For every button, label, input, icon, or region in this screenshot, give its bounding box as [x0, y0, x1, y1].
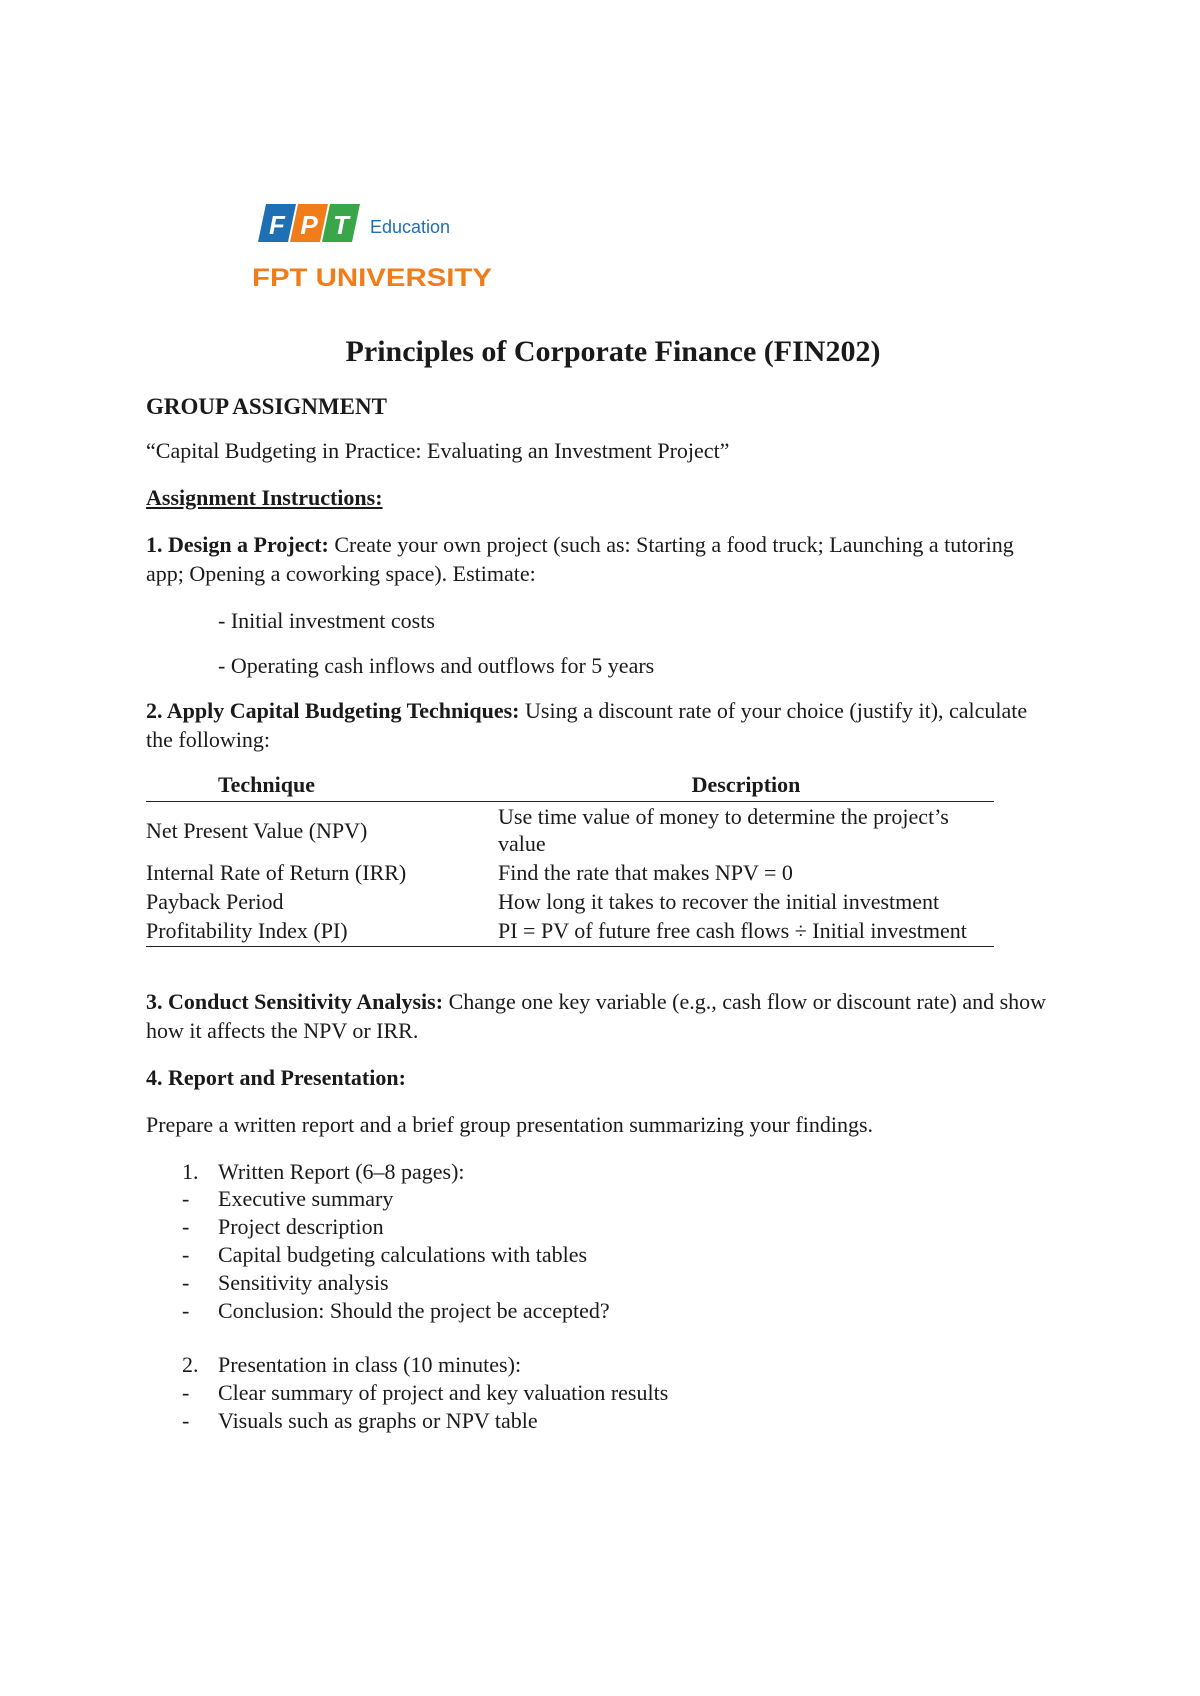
fpt-education-logo — [252, 198, 512, 298]
fpt-letter-blocks — [258, 204, 360, 242]
techniques-table — [146, 768, 994, 947]
step-1-item: - Initial investment costs — [218, 608, 435, 634]
logo-letter-f: F — [269, 210, 285, 240]
list-item — [146, 1407, 1056, 1435]
logo-letter-t: T — [333, 210, 349, 240]
list-item-text: Sensitivity analysis — [218, 1270, 389, 1296]
list-item-text: Written Report (6–8 pages): — [218, 1158, 465, 1184]
step-2-lead: 2. Apply Capital Budgeting Techniques: — [146, 698, 520, 724]
table-cell-description: Find the rate that makes NPV = 0 — [498, 859, 793, 885]
list-item-text: Executive summary — [218, 1186, 394, 1212]
list-item-text: Project description — [218, 1214, 384, 1240]
instructions-heading-text: Assignment Instructions: — [146, 484, 383, 510]
table-row — [146, 858, 994, 887]
list-marker: - — [182, 1186, 190, 1212]
step-4-heading — [146, 1063, 1056, 1092]
table-cell-technique: Internal Rate of Return (IRR) — [146, 859, 407, 885]
list-marker: - — [182, 1298, 190, 1324]
step-1-text: Create your own project (such as: Starting a food truck; Launching a tutoring app; Opening a coworking space). Estimate: — [146, 532, 1014, 587]
list-marker: - — [182, 1408, 190, 1433]
list-item-text: Capital budgeting calculations with tables — [218, 1242, 588, 1268]
step-2-paragraph — [146, 696, 1056, 754]
table-row — [146, 802, 994, 858]
fpt-logo-graphic — [252, 198, 512, 298]
list-item-text: Visuals such as graphs or NPV table — [218, 1408, 538, 1433]
list-marker: - — [182, 1270, 190, 1296]
step-4-text: Prepare a written report and a brief group presentation summarizing your findings. — [146, 1112, 873, 1138]
list-item — [146, 1351, 1056, 1379]
step-3-text: Change one key variable (e.g., cash flow or discount rate) and show how it affects the NPV or IRR. — [146, 989, 1047, 1044]
table-header-technique: Technique — [146, 768, 498, 802]
table-cell-technique: Payback Period — [146, 888, 284, 914]
logo-university-text: FPT UNIVERSITY — [252, 264, 493, 292]
step-2-text: Using a discount rate of your choice (justify it), calculate the following: — [146, 698, 1028, 753]
list-marker: - — [182, 1380, 190, 1406]
logo-education-text: Education — [370, 217, 451, 237]
step-1-lead: 1. Design a Project: — [146, 532, 329, 558]
list-item — [146, 1241, 1056, 1269]
step-3-lead: 3. Conduct Sensitivity Analysis: — [146, 989, 444, 1015]
instructions-heading — [146, 483, 1056, 512]
table-cell-description: How long it takes to recover the initial investment — [498, 888, 940, 914]
step-3-paragraph — [146, 987, 1056, 1045]
logo-letter-p: P — [300, 210, 318, 240]
list-item — [146, 1379, 1056, 1407]
document-body — [146, 332, 1056, 1435]
table-row — [146, 887, 994, 916]
table-row — [146, 916, 994, 947]
list-marker: - — [182, 1242, 190, 1268]
table-cell-description: PI = PV of future free cash flows ÷ Initial investment — [498, 916, 994, 947]
group-assignment-heading: GROUP ASSIGNMENT — [146, 393, 387, 419]
list-item-text: Conclusion: Should the project be accepted? — [218, 1298, 610, 1324]
page-title: Principles of Corporate Finance (FIN202) — [345, 335, 881, 368]
list-marker: 1. — [182, 1158, 199, 1184]
list-item — [146, 1297, 1056, 1325]
list-item-text: Presentation in class (10 minutes): — [218, 1352, 522, 1378]
table-header-description: Description — [498, 768, 994, 802]
list-item — [146, 1185, 1056, 1213]
step-1-item: - Operating cash inflows and outflows for 5 years — [218, 653, 655, 679]
list-item — [146, 1158, 1056, 1186]
step-4-lead: 4. Report and Presentation: — [146, 1065, 406, 1091]
written-report-list — [146, 1158, 1056, 1326]
list-item-text: Clear summary of project and key valuation results — [218, 1380, 669, 1406]
table-cell-technique: Profitability Index (PI) — [146, 916, 498, 947]
table-cell-description: Use time value of money to determine the project’s value — [498, 804, 949, 857]
list-marker: 2. — [182, 1352, 199, 1378]
table-header-row — [146, 768, 994, 802]
step-1-paragraph — [146, 530, 1056, 588]
assignment-subtitle: “Capital Budgeting in Practice: Evaluating an Investment Project” — [146, 437, 730, 463]
table-cell-technique: Net Present Value (NPV) — [146, 817, 368, 843]
list-item — [146, 1269, 1056, 1297]
presentation-list — [146, 1351, 1056, 1435]
list-marker: - — [182, 1214, 190, 1240]
list-item — [146, 1213, 1056, 1241]
